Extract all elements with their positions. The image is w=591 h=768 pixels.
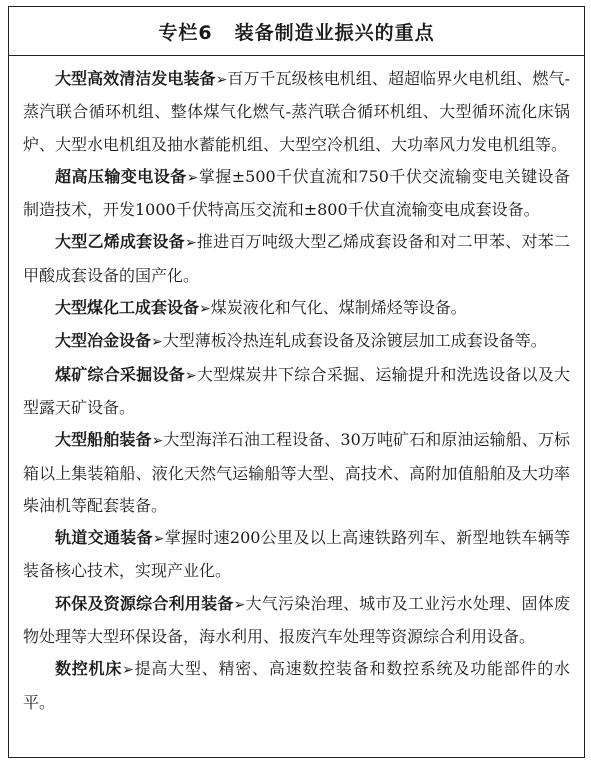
column-content	[23, 63, 570, 719]
arrow-icon: ➢	[122, 662, 134, 679]
list-item	[23, 424, 570, 522]
item-text: 大型薄板冷热连轧成套设备及涂镀层加工成套设备等。	[162, 331, 547, 351]
arrow-icon: ➢	[151, 334, 163, 351]
item-label: 数控机床	[55, 659, 123, 679]
item-text: 百万千瓦级核电机组、超超临界火电机组、燃气-蒸汽联合循环机组、整体煤气化燃气-蒸汽联合循环机组、大型循环流化床锅炉、大型水电机组及抽水蓄能机组、大型空冷机组、大功率风力发电机组等。	[23, 69, 570, 154]
item-label: 大型冶金设备	[55, 331, 152, 351]
arrow-icon: ➢	[152, 531, 165, 548]
item-label: 超高压输变电设备	[55, 166, 187, 186]
item-text: 煤炭液化和气化、煤制烯烃等设备。	[210, 298, 467, 318]
column-title: 装备制造业振兴的重点	[234, 21, 435, 44]
list-item	[23, 653, 570, 719]
arrow-icon: ➢	[184, 367, 197, 384]
list-item	[23, 226, 570, 292]
arrow-icon: ➢	[151, 433, 164, 450]
item-text: 提高大型、精密、高速数控装备和数控系统及功能部件的水平。	[23, 659, 570, 712]
item-text: 大型煤炭井下综合采掘、运输提升和洗选设备以及大型露天矿设备。	[23, 364, 570, 417]
item-label: 煤矿综合采掘设备	[55, 364, 185, 384]
item-text: 掌握±500千伏直流和750千伏交流输变电关键设备制造技术，开发1000千伏特高压交流和±800千伏直流输变电成套设备。	[23, 166, 570, 220]
item-label: 大型乙烯成套设备	[55, 232, 185, 252]
item-text: 推进百万吨级大型乙烯成套设备和对二甲苯、对苯二甲酸成套设备的国产化。	[23, 232, 570, 285]
list-item	[23, 161, 570, 227]
arrow-icon: ➢	[215, 72, 228, 88]
list-item	[23, 522, 570, 588]
list-item	[23, 63, 570, 161]
arrow-icon: ➢	[186, 169, 199, 186]
item-label: 大型高效清洁发电装备	[55, 69, 216, 88]
column-number: 专栏6	[158, 21, 213, 44]
item-text: 掌握时速200公里及以上高速铁路列车、新型地铁车辆等装备核心技术，实现产业化。	[23, 528, 570, 581]
column-header	[9, 7, 584, 56]
list-item	[23, 588, 570, 654]
column-box	[8, 6, 585, 758]
item-label: 环保及资源综合利用装备	[55, 593, 234, 613]
item-label: 大型煤化工成套设备	[55, 298, 200, 318]
list-item	[23, 359, 570, 425]
list-item	[23, 292, 570, 325]
item-label: 轨道交通装备	[55, 528, 153, 548]
arrow-icon: ➢	[233, 596, 246, 613]
item-text: 大型海洋石油工程设备、30万吨矿石和原油运输船、万标箱以上集装箱船、液化天然气运输船等大型、高技术、高附加值船舶及大功率柴油机等配套装备。	[23, 430, 570, 515]
list-item	[23, 325, 570, 358]
arrow-icon: ➢	[184, 235, 197, 252]
item-text: 大气污染治理、城市及工业污水处理、固体废物处理等大型环保设备，海水利用、报废汽车处理等资源综合利用设备。	[23, 593, 570, 647]
item-label: 大型船舶装备	[55, 430, 152, 450]
arrow-icon: ➢	[199, 301, 211, 318]
